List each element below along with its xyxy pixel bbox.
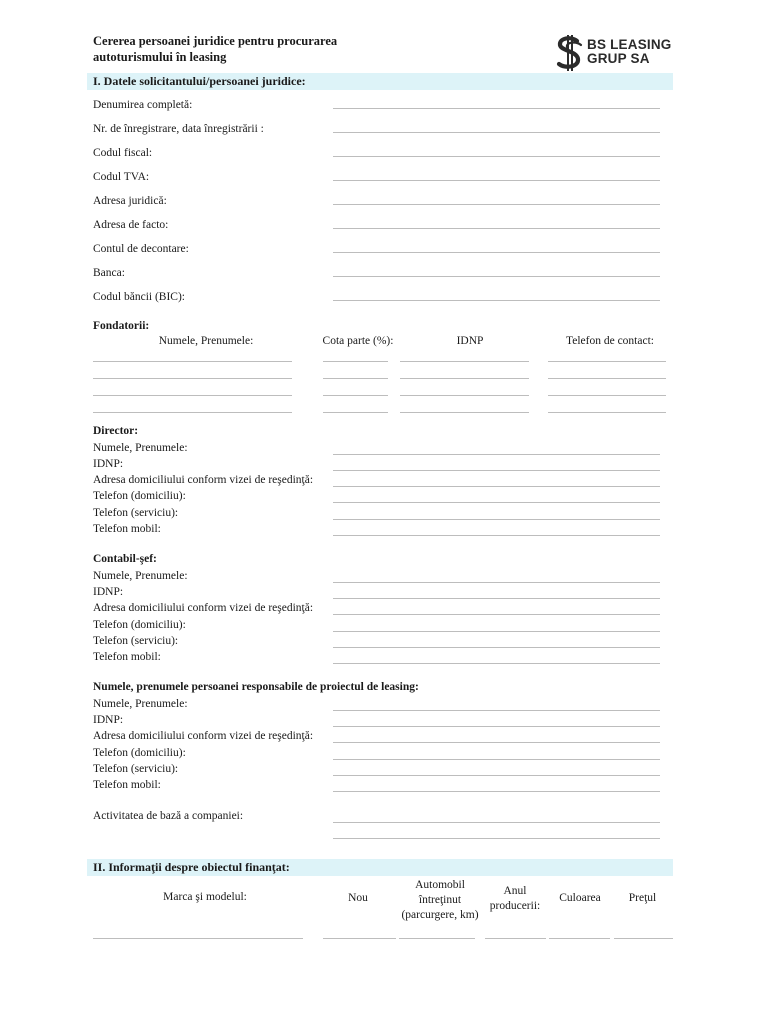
accountant-line-name[interactable] (333, 582, 660, 583)
accountant-label-phone-home: Telefon (domiciliu): (93, 619, 186, 631)
responsible-label-phone-home: Telefon (domiciliu): (93, 747, 186, 759)
field-label-bank: Banca: (93, 267, 125, 279)
accountant-label-idnp: IDNP: (93, 586, 124, 598)
vehicle-col-year-line-2: producerii: (489, 900, 541, 912)
responsible-label-phone-mobile: Telefon mobil: (93, 779, 161, 791)
vehicle-col-year (485, 884, 545, 914)
vehicle-price-line[interactable] (614, 938, 673, 939)
vehicle-year-line[interactable] (485, 938, 546, 939)
field-label-fiscal-code: Codul fiscal: (93, 147, 153, 159)
founders-col-idnp: IDNP (456, 335, 484, 347)
director-label-idnp: IDNP: (93, 458, 124, 470)
form-title-line-1: Cererea persoanei juridice pentru procurarea (93, 34, 338, 48)
vehicle-col-used-line-3: (parcurgere, km) (401, 909, 479, 921)
founder-phone-line[interactable] (548, 412, 666, 413)
founder-name-line[interactable] (93, 395, 292, 396)
form-title (93, 33, 393, 65)
field-line-registration[interactable] (333, 132, 660, 133)
field-line-full-name[interactable] (333, 108, 660, 109)
director-label-phone-home: Telefon (domiciliu): (93, 490, 186, 502)
accountant-label-address: Adresa domiciliului conform vizei de reşedinţă: (93, 602, 314, 614)
founder-phone-line[interactable] (548, 395, 666, 396)
field-label-full-name: Denumirea completă: (93, 99, 193, 111)
responsible-heading: Numele, prenumele persoanei responsabile de proiectul de leasing: (93, 681, 419, 693)
responsible-label-address: Adresa domiciliului conform vizei de reşedinţă: (93, 730, 314, 742)
field-line-account[interactable] (333, 252, 660, 253)
activity-label: Activitatea de bază a companiei: (93, 810, 244, 822)
director-label-name: Numele, Prenumele: (93, 442, 188, 454)
section-1-heading: I. Datele solicitantului/persoanei juridice: (93, 74, 306, 88)
vehicle-brand-line[interactable] (93, 938, 303, 939)
vehicle-col-brand: Marca şi modelul: (163, 891, 247, 903)
field-label-registration: Nr. de înregistrare, data înregistrării : (93, 123, 264, 135)
vehicle-col-used (395, 878, 485, 923)
director-line-idnp[interactable] (333, 470, 660, 471)
field-label-legal-address: Adresa juridică: (93, 195, 167, 207)
director-line-name[interactable] (333, 454, 660, 455)
vehicle-used-line[interactable] (399, 938, 475, 939)
founder-share-line[interactable] (323, 361, 388, 362)
vehicle-color-line[interactable] (549, 938, 610, 939)
section-1-band (87, 73, 673, 90)
founder-name-line[interactable] (93, 378, 292, 379)
founder-share-line[interactable] (323, 378, 388, 379)
logo-line-1: BS LEASING (587, 37, 672, 52)
field-label-vat-code: Codul TVA: (93, 171, 150, 183)
accountant-label-phone-mobile: Telefon mobil: (93, 651, 161, 663)
dollar-s-logo-icon (553, 34, 587, 72)
responsible-line-phone-home[interactable] (333, 759, 660, 760)
director-line-phone-mobile[interactable] (333, 535, 660, 536)
activity-line-2[interactable] (333, 838, 660, 839)
responsible-line-address[interactable] (333, 742, 660, 743)
accountant-heading: Contabil-şef: (93, 553, 157, 565)
responsible-label-idnp: IDNP: (93, 714, 124, 726)
field-label-actual-address: Adresa de facto: (93, 219, 169, 231)
accountant-line-phone-mobile[interactable] (333, 663, 660, 664)
director-label-phone-work: Telefon (serviciu): (93, 507, 179, 519)
accountant-label-name: Numele, Prenumele: (93, 570, 188, 582)
director-label-phone-mobile: Telefon mobil: (93, 523, 161, 535)
responsible-line-phone-work[interactable] (333, 775, 660, 776)
field-line-fiscal-code[interactable] (333, 156, 660, 157)
responsible-label-name: Numele, Prenumele: (93, 698, 188, 710)
founders-heading: Fondatorii: (93, 320, 150, 332)
field-line-actual-address[interactable] (333, 228, 660, 229)
responsible-line-phone-mobile[interactable] (333, 791, 660, 792)
activity-line-1[interactable] (333, 822, 660, 823)
section-2-heading: II. Informaţii despre obiectul finanţat: (93, 860, 290, 874)
founder-idnp-line[interactable] (400, 395, 529, 396)
founders-col-phone: Telefon de contact: (566, 335, 654, 347)
vehicle-col-new: Nou (348, 892, 368, 904)
responsible-label-phone-work: Telefon (serviciu): (93, 763, 179, 775)
field-line-bank[interactable] (333, 276, 660, 277)
field-line-vat-code[interactable] (333, 180, 660, 181)
section-2-band (87, 859, 673, 876)
founders-col-name: Numele, Prenumele: (158, 335, 254, 347)
field-label-account: Contul de decontare: (93, 243, 189, 255)
logo-line-2: GRUP SA (587, 51, 650, 66)
form-title-line-2: autoturismului în leasing (93, 50, 227, 64)
founder-phone-line[interactable] (548, 378, 666, 379)
director-label-address: Adresa domiciliului conform vizei de reşedinţă: (93, 474, 314, 486)
vehicle-col-price: Preţul (628, 892, 657, 904)
bs-leasing-logo (553, 34, 673, 72)
accountant-line-phone-home[interactable] (333, 631, 660, 632)
founder-name-line[interactable] (93, 412, 292, 413)
founder-name-line[interactable] (93, 361, 292, 362)
vehicle-col-used-line-2: întreţinut (418, 894, 462, 906)
vehicle-col-color: Culoarea (559, 892, 601, 904)
founder-idnp-line[interactable] (400, 361, 529, 362)
founder-share-line[interactable] (323, 412, 388, 413)
field-line-legal-address[interactable] (333, 204, 660, 205)
founders-col-share: Cota parte (%): (322, 335, 394, 347)
accountant-line-phone-work[interactable] (333, 647, 660, 648)
director-heading: Director: (93, 425, 139, 437)
director-line-address[interactable] (333, 486, 660, 487)
accountant-line-idnp[interactable] (333, 598, 660, 599)
vehicle-col-year-line-1: Anul (503, 885, 527, 897)
logo-text (587, 38, 672, 66)
field-line-bic[interactable] (333, 300, 660, 301)
vehicle-new-line[interactable] (323, 938, 396, 939)
founder-idnp-line[interactable] (400, 378, 529, 379)
accountant-label-phone-work: Telefon (serviciu): (93, 635, 179, 647)
founder-phone-line[interactable] (548, 361, 666, 362)
responsible-line-idnp[interactable] (333, 726, 660, 727)
founder-share-line[interactable] (323, 395, 388, 396)
director-line-phone-work[interactable] (333, 519, 660, 520)
director-line-phone-home[interactable] (333, 502, 660, 503)
field-label-bic: Codul băncii (BIC): (93, 291, 185, 303)
accountant-line-address[interactable] (333, 614, 660, 615)
responsible-line-name[interactable] (333, 710, 660, 711)
founder-idnp-line[interactable] (400, 412, 529, 413)
vehicle-col-used-line-1: Automobil (415, 879, 465, 891)
